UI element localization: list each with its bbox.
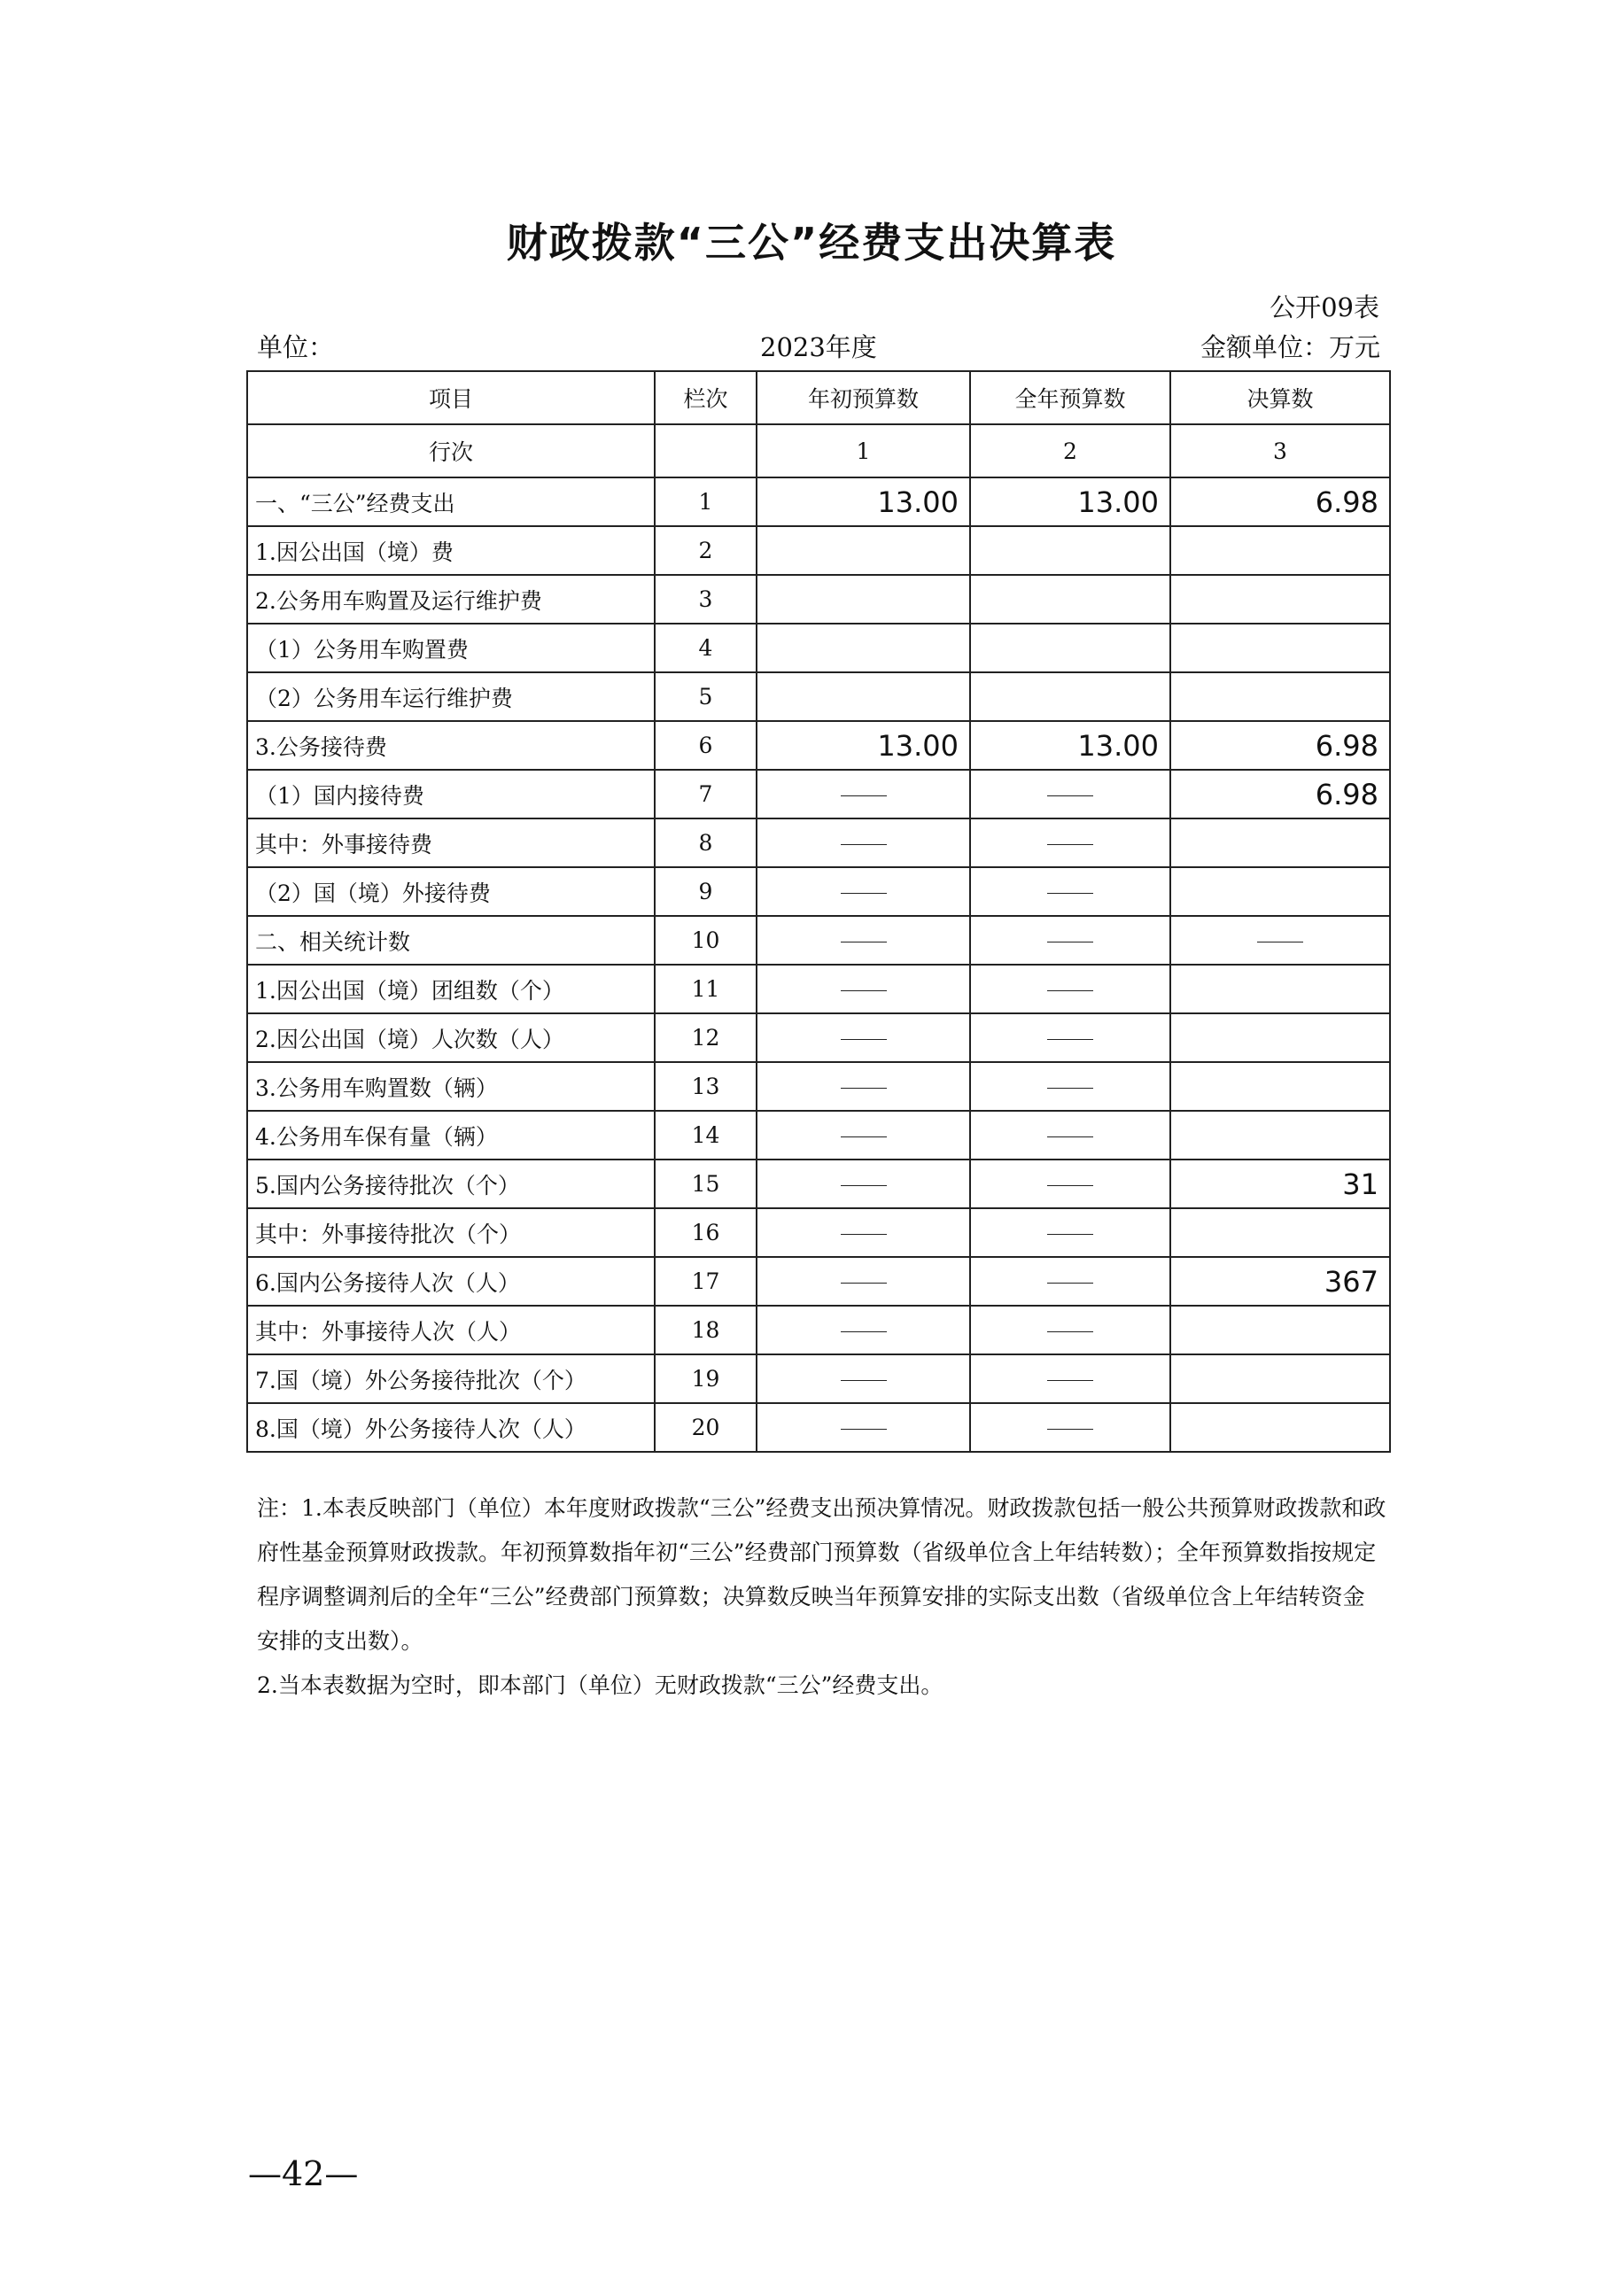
table-row (247, 1257, 1390, 1306)
final-account-cell: 367 (1170, 1257, 1390, 1306)
dash-mark (841, 990, 887, 991)
dash-mark (841, 1039, 887, 1040)
initial-budget-cell: 13.00 (757, 721, 970, 770)
item-cell: （1）公务用车购置费 (247, 624, 655, 672)
full-year-budget-cell (970, 1257, 1170, 1306)
item-cell: （2）国（境）外接待费 (247, 867, 655, 916)
initial-budget-cell (757, 867, 970, 916)
item-cell: 1.因公出国（境）团组数（个） (247, 965, 655, 1013)
dash-mark (841, 1234, 887, 1235)
year-label: 2023年度 (760, 332, 877, 362)
item-cell: 3.公务用车购置数（辆） (247, 1062, 655, 1111)
line-cell: 14 (655, 1111, 757, 1160)
initial-budget-cell (757, 770, 970, 818)
line-cell: 11 (655, 965, 757, 1013)
initial-budget-cell (757, 1013, 970, 1062)
table-row (247, 526, 1390, 575)
dash-mark (1047, 1185, 1093, 1186)
table-row (247, 770, 1390, 818)
item-cell: 二、相关统计数 (247, 916, 655, 965)
initial-budget-cell (757, 1062, 970, 1111)
item-cell: 2.公务用车购置及运行维护费 (247, 575, 655, 624)
full-year-budget-cell: 13.00 (970, 477, 1170, 526)
subheader-cell (655, 424, 757, 477)
dash-mark (1047, 893, 1093, 894)
item-cell: 其中：外事接待人次（人） (247, 1306, 655, 1354)
line-cell: 5 (655, 672, 757, 721)
full-year-budget-cell: 13.00 (970, 721, 1170, 770)
table-header-row (247, 371, 1390, 424)
initial-budget-cell (757, 965, 970, 1013)
full-year-budget-cell (970, 1354, 1170, 1403)
initial-budget-cell (757, 1257, 970, 1306)
table-row (247, 965, 1390, 1013)
dash-mark (1047, 1283, 1093, 1284)
dash-mark (1047, 1039, 1093, 1040)
table-row (247, 1013, 1390, 1062)
table-row (247, 672, 1390, 721)
item-cell: （1）国内接待费 (247, 770, 655, 818)
subheader-cell: 3 (1170, 424, 1390, 477)
line-cell: 2 (655, 526, 757, 575)
final-account-cell (1170, 575, 1390, 624)
initial-budget-cell (757, 672, 970, 721)
initial-budget-cell (757, 1403, 970, 1452)
item-cell: 1.因公出国（境）费 (247, 526, 655, 575)
line-cell: 20 (655, 1403, 757, 1452)
full-year-budget-cell (970, 1062, 1170, 1111)
initial-budget-cell (757, 526, 970, 575)
dash-mark (841, 1331, 887, 1332)
item-cell: 4.公务用车保有量（辆） (247, 1111, 655, 1160)
table-subheader-row (247, 424, 1390, 477)
dash-mark (1047, 795, 1093, 796)
final-account-cell (1170, 1306, 1390, 1354)
final-account-cell: 6.98 (1170, 770, 1390, 818)
line-cell: 3 (655, 575, 757, 624)
dash-mark (841, 1380, 887, 1381)
initial-budget-cell (757, 575, 970, 624)
line-cell: 16 (655, 1208, 757, 1257)
full-year-budget-cell (970, 624, 1170, 672)
table-row (247, 624, 1390, 672)
table-row (247, 477, 1390, 526)
note-2: 2.当本表数据为空时，即本部门（单位）无财政拨款“三公”经费支出。 (257, 1672, 944, 1698)
line-cell: 15 (655, 1160, 757, 1208)
full-year-budget-cell (970, 965, 1170, 1013)
item-cell: 2.因公出国（境）人次数（人） (247, 1013, 655, 1062)
full-year-budget-cell (970, 770, 1170, 818)
dash-mark (841, 893, 887, 894)
header-cell: 项目 (247, 371, 655, 424)
full-year-budget-cell (970, 575, 1170, 624)
item-cell: 3.公务接待费 (247, 721, 655, 770)
table-row (247, 1208, 1390, 1257)
item-cell: 6.国内公务接待人次（人） (247, 1257, 655, 1306)
line-cell: 7 (655, 770, 757, 818)
table-row (247, 721, 1390, 770)
item-cell: 5.国内公务接待批次（个） (247, 1160, 655, 1208)
table-row (247, 1160, 1390, 1208)
full-year-budget-cell (970, 1208, 1170, 1257)
dash-mark (841, 844, 887, 845)
final-account-cell (1170, 1111, 1390, 1160)
table-code: 公开09表 (1270, 292, 1379, 322)
header-cell: 年初预算数 (757, 371, 970, 424)
item-cell: 其中：外事接待批次（个） (247, 1208, 655, 1257)
table-row (247, 818, 1390, 867)
item-cell: 8.国（境）外公务接待人次（人） (247, 1403, 655, 1452)
dash-mark (1047, 990, 1093, 991)
notes (257, 1486, 1386, 1708)
table-row (247, 575, 1390, 624)
final-account-cell (1170, 867, 1390, 916)
dash-mark (841, 795, 887, 796)
full-year-budget-cell (970, 1403, 1170, 1452)
dash-mark (1047, 1234, 1093, 1235)
final-account-cell (1170, 818, 1390, 867)
budget-table (246, 370, 1391, 1453)
dash-mark (1047, 844, 1093, 845)
dash-mark (1047, 1380, 1093, 1381)
initial-budget-cell (757, 1111, 970, 1160)
dash-mark (1047, 1136, 1093, 1137)
dash-mark (841, 1088, 887, 1089)
initial-budget-cell (757, 1354, 970, 1403)
line-cell: 10 (655, 916, 757, 965)
final-account-cell (1170, 624, 1390, 672)
full-year-budget-cell (970, 916, 1170, 965)
final-account-cell (1170, 1354, 1390, 1403)
subheader-cell: 1 (757, 424, 970, 477)
initial-budget-cell: 13.00 (757, 477, 970, 526)
final-account-cell (1170, 526, 1390, 575)
dash-mark (841, 1429, 887, 1430)
final-account-cell (1170, 1062, 1390, 1111)
table-row (247, 916, 1390, 965)
line-cell: 4 (655, 624, 757, 672)
table-row (247, 1062, 1390, 1111)
table-row (247, 1354, 1390, 1403)
final-account-cell (1170, 965, 1390, 1013)
initial-budget-cell (757, 1160, 970, 1208)
line-cell: 8 (655, 818, 757, 867)
table-row (247, 1306, 1390, 1354)
amount-unit: 金额单位：万元 (1200, 332, 1380, 362)
header-cell: 决算数 (1170, 371, 1390, 424)
full-year-budget-cell (970, 1013, 1170, 1062)
initial-budget-cell (757, 1208, 970, 1257)
line-cell: 13 (655, 1062, 757, 1111)
item-cell: （2）公务用车运行维护费 (247, 672, 655, 721)
final-account-cell (1170, 916, 1390, 965)
final-account-cell: 31 (1170, 1160, 1390, 1208)
final-account-cell (1170, 1013, 1390, 1062)
item-cell: 7.国（境）外公务接待批次（个） (247, 1354, 655, 1403)
full-year-budget-cell (970, 1306, 1170, 1354)
table-row (247, 1111, 1390, 1160)
line-cell: 9 (655, 867, 757, 916)
header-cell: 栏次 (655, 371, 757, 424)
dash-mark (841, 1283, 887, 1284)
full-year-budget-cell (970, 1111, 1170, 1160)
final-account-cell (1170, 672, 1390, 721)
table-row (247, 867, 1390, 916)
line-cell: 1 (655, 477, 757, 526)
final-account-cell: 6.98 (1170, 721, 1390, 770)
initial-budget-cell (757, 818, 970, 867)
line-cell: 12 (655, 1013, 757, 1062)
full-year-budget-cell (970, 1160, 1170, 1208)
initial-budget-cell (757, 1306, 970, 1354)
item-cell: 一、“三公”经费支出 (247, 477, 655, 526)
subheader-cell: 2 (970, 424, 1170, 477)
line-cell: 6 (655, 721, 757, 770)
final-account-cell (1170, 1208, 1390, 1257)
unit-label: 单位： (257, 332, 335, 362)
full-year-budget-cell (970, 867, 1170, 916)
dash-mark (1047, 1088, 1093, 1089)
line-cell: 18 (655, 1306, 757, 1354)
page-number: —42— (248, 2154, 359, 2193)
initial-budget-cell (757, 624, 970, 672)
line-cell: 17 (655, 1257, 757, 1306)
page-title: 财政拨款“三公”经费支出决算表 (506, 219, 1117, 267)
dash-mark (1047, 1429, 1093, 1430)
final-account-cell (1170, 1403, 1390, 1452)
header-cell: 全年预算数 (970, 371, 1170, 424)
full-year-budget-cell (970, 818, 1170, 867)
line-cell: 19 (655, 1354, 757, 1403)
dash-mark (841, 1185, 887, 1186)
note-1: 注：1.本表反映部门（单位）本年度财政拨款“三公”经费支出预决算情况。财政拨款包括一般公共预算财政拨款和政府性基金预算财政拨款。年初预算数指年初“三公”经费部门预算数（省级单位含上年结转数）；全年预算数指按规定程序调整调剂后的全年“三公”经费部门预算数；决算数反映当年预算安排的实际支出数（省级单位含上年结转资金安排的支出数）。 (257, 1495, 1386, 1654)
subheader-cell: 行次 (247, 424, 655, 477)
table-row (247, 1403, 1390, 1452)
initial-budget-cell (757, 916, 970, 965)
full-year-budget-cell (970, 672, 1170, 721)
dash-mark (1047, 1331, 1093, 1332)
item-cell: 其中：外事接待费 (247, 818, 655, 867)
table-meta (257, 328, 1380, 363)
dash-mark (841, 1136, 887, 1137)
final-account-cell: 6.98 (1170, 477, 1390, 526)
full-year-budget-cell (970, 526, 1170, 575)
